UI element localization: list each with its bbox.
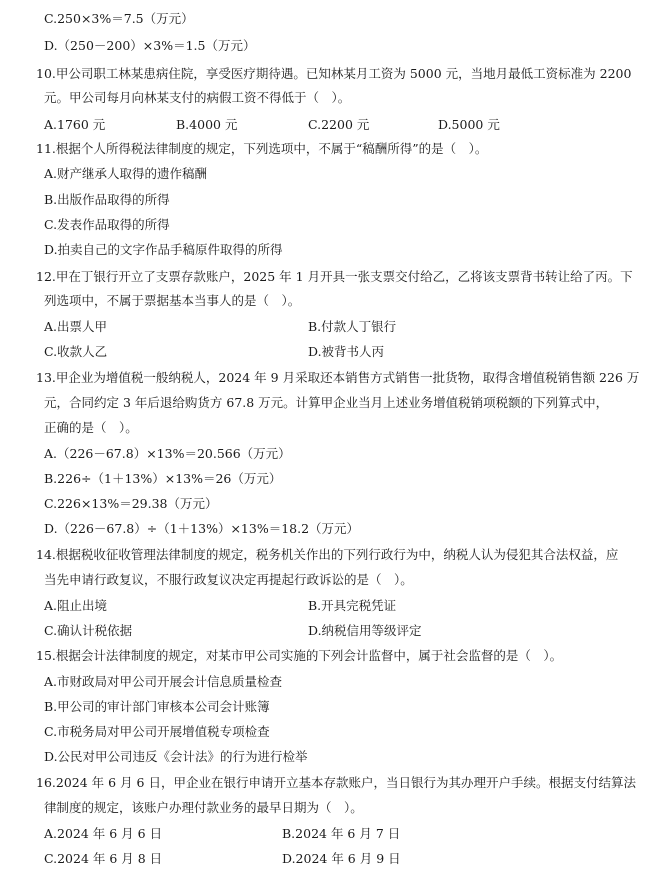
q16-option-b: B.2024 年 6 月 7 日	[282, 826, 401, 841]
q10-stem-line-1: 10.甲公司职工林某患病住院，享受医疗期待遇。已知林某月工资为 5000 元，当地月最低工资标准为 2200	[36, 66, 632, 81]
q15-option-a: A.市财政局对甲公司开展会计信息质量检查	[44, 674, 283, 689]
q12-stem-line-1: 12.甲在丁银行开立了支票存款账户，2025 年 1 月开具一张支票交付给乙，乙将该支票背书转让给了丙。下	[36, 269, 633, 284]
q14-option-d: D.纳税信用等级评定	[308, 623, 422, 638]
q14-option-b: B.开具完税凭证	[308, 598, 397, 613]
q10-option-c: C.2200 元	[308, 117, 370, 132]
q16-option-a: A.2024 年 6 月 6 日	[44, 826, 163, 841]
q12-option-d: D.被背书人丙	[308, 344, 385, 359]
q9-option-d: D.（250－200）×3%＝1.5（万元）	[44, 38, 256, 53]
q15-option-b: B.甲公司的审计部门审核本公司会计账簿	[44, 699, 270, 714]
q13-option-a: A.（226－67.8）×13%＝20.566（万元）	[44, 446, 291, 461]
q16-stem-line-2: 律制度的规定，该账户办理付款业务的最早日期为（ ）。	[44, 800, 363, 815]
q16-option-c: C.2024 年 6 月 8 日	[44, 851, 163, 866]
q15-option-c: C.市税务局对甲公司开展增值税专项检查	[44, 724, 270, 739]
q16-option-d: D.2024 年 6 月 9 日	[282, 851, 401, 866]
q15-stem: 15.根据会计法律制度的规定，对某市甲公司实施的下列会计监督中，属于社会监督的是（ ）。	[36, 648, 563, 663]
q9-option-c: C.250×3%＝7.5（万元）	[44, 11, 194, 26]
q10-stem-line-2: 元。甲公司每月向林某支付的病假工资不得低于（ ）。	[44, 90, 351, 105]
q14-option-a: A.阻止出境	[44, 598, 108, 613]
q16-stem-line-1: 16.2024 年 6 月 6 日，甲企业在银行申请开立基本存款账户，当日银行为其办理开户手续。根据支付结算法	[36, 775, 636, 790]
q11-option-b: B.出版作品取得的所得	[44, 192, 170, 207]
q10-option-d: D.5000 元	[438, 117, 500, 132]
q15-option-d: D.公民对甲公司违反《会计法》的行为进行检举	[44, 749, 308, 764]
q12-option-b: B.付款人丁银行	[308, 319, 397, 334]
q13-stem-line-2: 元，合同约定 3 年后退给购货方 67.8 万元。计算甲企业当月上述业务增值税销项税额的下列算式中，	[44, 395, 609, 410]
q13-stem-line-1: 13.甲企业为增值税一般纳税人，2024 年 9 月采取还本销售方式销售一批货物，取得含增值税销售额 226 万	[36, 370, 640, 385]
q13-stem-line-3: 正确的是（ ）。	[44, 420, 138, 435]
q10-option-b: B.4000 元	[176, 117, 238, 132]
q12-stem-line-2: 列选项中，不属于票据基本当事人的是（ ）。	[44, 293, 301, 308]
q11-stem: 11.根据个人所得税法律制度的规定，下列选项中，不属于“稿酬所得”的是（ ）。	[36, 141, 488, 156]
q11-option-c: C.发表作品取得的所得	[44, 217, 170, 232]
q12-option-a: A.出票人甲	[44, 319, 108, 334]
q10-option-a: A.1760 元	[44, 117, 106, 132]
q14-stem-line-1: 14.根据税收征收管理法律制度的规定，税务机关作出的下列行政行为中，纳税人认为侵犯其合法权益，应	[36, 547, 619, 562]
q13-option-c: C.226×13%＝29.38（万元）	[44, 496, 218, 511]
q14-stem-line-2: 当先申请行政复议，不服行政复议决定再提起行政诉讼的是（ ）。	[44, 572, 413, 587]
q11-option-d: D.拍卖自己的文字作品手稿原件取得的所得	[44, 242, 283, 257]
q13-option-d: D.（226－67.8）÷（1＋13%）×13%＝18.2（万元）	[44, 521, 360, 536]
q12-option-c: C.收款人乙	[44, 344, 108, 359]
q14-option-c: C.确认计税依据	[44, 623, 133, 638]
q13-option-b: B.226÷（1＋13%）×13%＝26（万元）	[44, 471, 282, 486]
q11-option-a: A.财产继承人取得的遗作稿酬	[44, 166, 208, 181]
